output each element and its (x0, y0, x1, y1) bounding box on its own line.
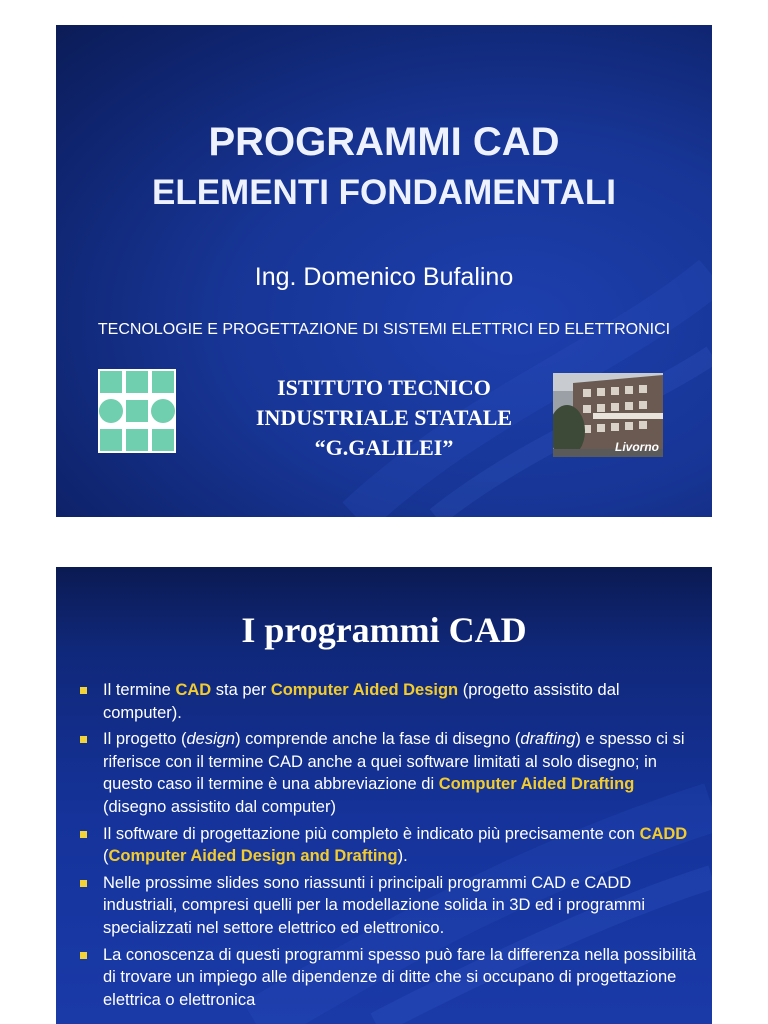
bullet-item: Il termine CAD sta per Computer Aided Design (progetto assistito dal computer). (78, 679, 698, 724)
bullet-item: Nelle prossime slides sono riassunti i principali programmi CAD e CADD industriali, compresi quelli per la modellazione solida in 3D ed i programmi specializzati nel settore elettrico ed elettronico. (78, 872, 698, 940)
slide-title: I programmi CAD (241, 610, 527, 650)
bullet-item: Il progetto (design) comprende anche la fase di disegno (drafting) e spesso ci si riferisce con il termine CAD anche a quei software limitati al solo disegno; in questo caso il termine è una abbreviazione di Computer Aided Drafting (disegno assistito dal computer) (78, 728, 698, 818)
bullet-item: La conoscenza di questi programmi spesso può fare la differenza nella possibilità di trovare un impiego alle dipendenze di ditte che si occupano di progettazione elettrica o elettronica (78, 944, 698, 1012)
slide-title: PROGRAMMI CAD (208, 120, 560, 164)
slide-subtitle: ELEMENTI FONDAMENTALI (151, 173, 617, 212)
institute-name (206, 373, 562, 463)
course-name: TECNOLOGIE E PROGETTAZIONE DI SISTEMI ELETTRICI ED ELETTRONICI (97, 321, 671, 338)
bullet-item: Il software di progettazione più completo è indicato più precisamente con CADD (Computer Aided Design and Drafting). (78, 823, 698, 868)
institute-line-2: INDUSTRIALE STATALE (255, 405, 513, 430)
school-building-photo (553, 373, 663, 457)
title-slide (56, 25, 712, 517)
school-logo (98, 369, 176, 453)
institute-line-1: ISTITUTO TECNICO (277, 375, 491, 400)
photo-caption: Livorno (615, 440, 659, 454)
institute-line-3: “G.GALILEI” (314, 435, 454, 460)
author: Ing. Domenico Bufalino (254, 263, 514, 291)
content-slide (56, 567, 712, 1024)
bullet-list (78, 679, 698, 1015)
